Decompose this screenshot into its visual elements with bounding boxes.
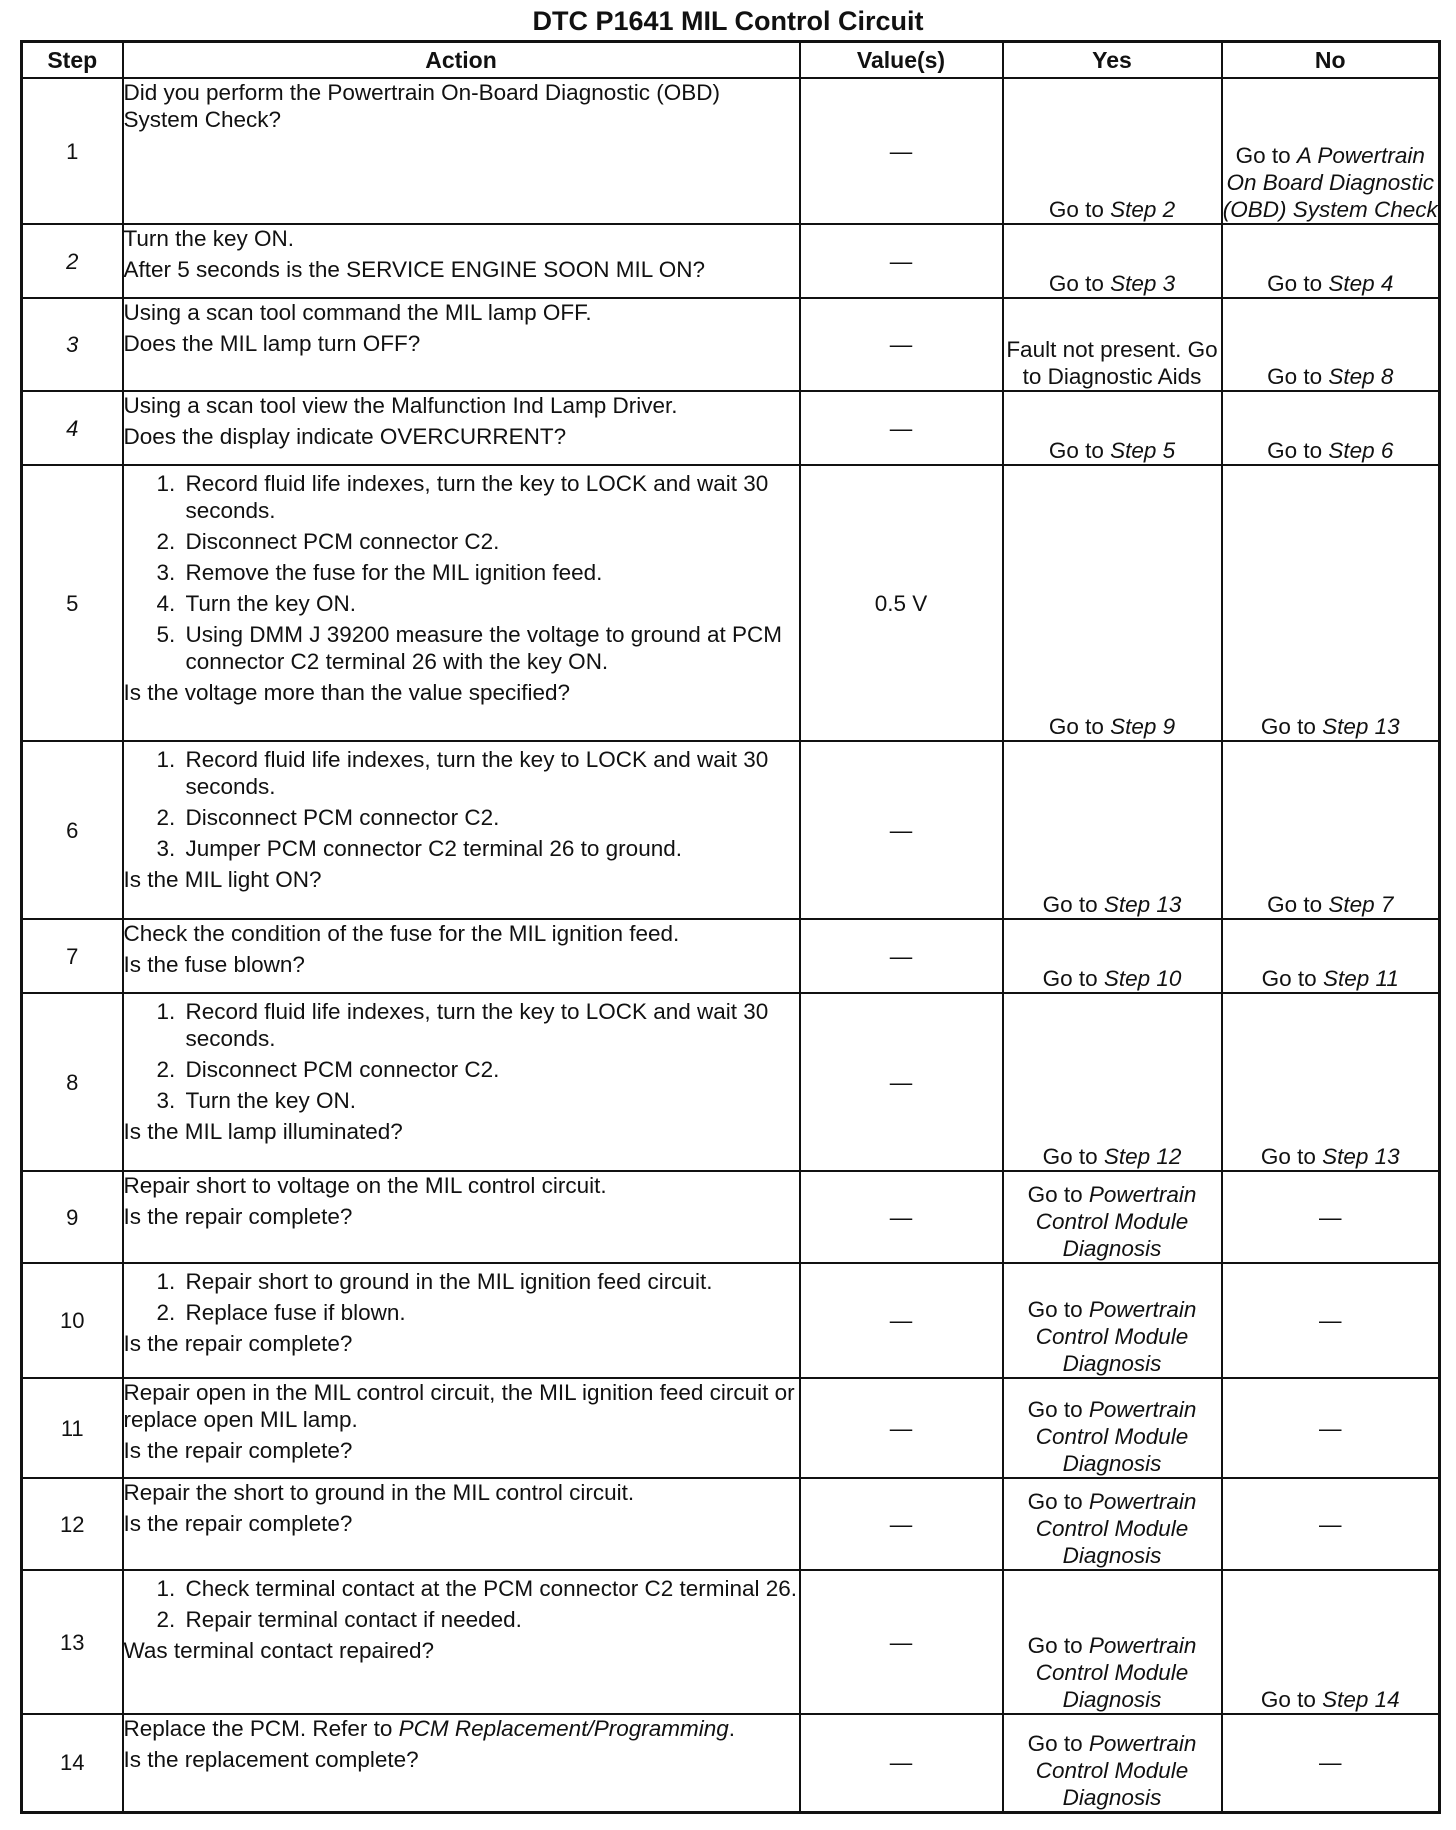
yes-cell: Go to Powertrain Control Module Diagnosis bbox=[1003, 1478, 1222, 1570]
step-number: 1 bbox=[22, 78, 123, 224]
table-row bbox=[22, 465, 1440, 741]
action-text: Turn the key ON. bbox=[123, 226, 294, 251]
action-cell bbox=[123, 1714, 800, 1812]
value-cell: — bbox=[800, 1263, 1003, 1378]
action-text: Replace the PCM. Refer to PCM Replacement/Programming. bbox=[123, 1716, 736, 1741]
action-question: Is the repair complete? bbox=[123, 1511, 353, 1536]
action-text: Using a scan tool command the MIL lamp OFF. bbox=[123, 300, 592, 325]
action-steps-list bbox=[124, 1575, 799, 1633]
action-question: Is the replacement complete? bbox=[123, 1747, 419, 1772]
table-row bbox=[22, 224, 1440, 298]
step-number: 8 bbox=[22, 993, 123, 1171]
action-cell bbox=[123, 741, 800, 919]
no-cell: Go to A Powertrain On Board Diagnostic (OBD) System Check bbox=[1222, 78, 1440, 224]
table-row bbox=[22, 391, 1440, 465]
list-item: 4. Turn the key ON. bbox=[182, 590, 799, 617]
no-cell: — bbox=[1222, 1171, 1440, 1263]
list-item: 3. Jumper PCM connector C2 terminal 26 to ground. bbox=[182, 835, 799, 862]
header-values: Value(s) bbox=[800, 42, 1003, 79]
action-cell bbox=[123, 1263, 800, 1378]
action-cell bbox=[123, 391, 800, 465]
list-item: 2. Disconnect PCM connector C2. bbox=[182, 528, 799, 555]
yes-cell: Go to Powertrain Control Module Diagnosis bbox=[1003, 1714, 1222, 1812]
action-cell bbox=[123, 1171, 800, 1263]
action-cell bbox=[123, 298, 800, 391]
header-step: Step bbox=[22, 42, 123, 79]
step-number: 9 bbox=[22, 1171, 123, 1263]
step-number: 3 bbox=[22, 298, 123, 391]
yes-cell: Go to Step 9 bbox=[1003, 465, 1222, 741]
action-steps-list bbox=[124, 470, 799, 675]
no-cell: Go to Step 7 bbox=[1222, 741, 1440, 919]
action-cell bbox=[123, 1570, 800, 1714]
action-steps-list bbox=[124, 1268, 799, 1326]
action-question: Does the MIL lamp turn OFF? bbox=[123, 331, 421, 356]
table-row bbox=[22, 1478, 1440, 1570]
value-cell: — bbox=[800, 993, 1003, 1171]
action-question: Is the fuse blown? bbox=[123, 952, 305, 977]
action-question: Is the MIL light ON? bbox=[123, 867, 322, 892]
action-text: Did you perform the Powertrain On-Board Diagnostic (OBD) System Check? bbox=[123, 80, 720, 132]
yes-cell: Go to Powertrain Control Module Diagnosis bbox=[1003, 1171, 1222, 1263]
header-yes: Yes bbox=[1003, 42, 1222, 79]
no-cell: — bbox=[1222, 1263, 1440, 1378]
list-item: 2. Repair terminal contact if needed. bbox=[182, 1606, 799, 1633]
action-text: Repair short to voltage on the MIL control circuit. bbox=[123, 1173, 607, 1198]
step-number: 12 bbox=[22, 1478, 123, 1570]
value-cell: — bbox=[800, 1171, 1003, 1263]
table-row bbox=[22, 741, 1440, 919]
list-item: 1. Repair short to ground in the MIL ignition feed circuit. bbox=[182, 1268, 799, 1295]
value-cell: — bbox=[800, 391, 1003, 465]
value-cell: — bbox=[800, 919, 1003, 993]
list-item: 1. Record fluid life indexes, turn the key to LOCK and wait 30 seconds. bbox=[182, 746, 799, 800]
no-cell: — bbox=[1222, 1478, 1440, 1570]
header-no: No bbox=[1222, 42, 1440, 79]
yes-cell: Go to Step 13 bbox=[1003, 741, 1222, 919]
yes-cell: Fault not present. Go to Diagnostic Aids bbox=[1003, 298, 1222, 391]
list-item: 5. Using DMM J 39200 measure the voltage to ground at PCM connector C2 terminal 26 with the key ON. bbox=[182, 621, 799, 675]
value-cell: — bbox=[800, 224, 1003, 298]
value-cell: — bbox=[800, 1478, 1003, 1570]
table-header-row bbox=[22, 42, 1440, 79]
step-number: 6 bbox=[22, 741, 123, 919]
value-cell: 0.5 V bbox=[800, 465, 1003, 741]
yes-cell: Go to Step 2 bbox=[1003, 78, 1222, 224]
action-text: Repair the short to ground in the MIL control circuit. bbox=[123, 1480, 635, 1505]
action-steps-list bbox=[124, 746, 799, 862]
action-question: Is the voltage more than the value specified? bbox=[123, 680, 571, 705]
action-text: Using a scan tool view the Malfunction Ind Lamp Driver. bbox=[123, 393, 678, 418]
action-cell bbox=[123, 78, 800, 224]
table-row bbox=[22, 1378, 1440, 1478]
yes-cell: Go to Powertrain Control Module Diagnosis bbox=[1003, 1263, 1222, 1378]
action-cell bbox=[123, 1478, 800, 1570]
step-number: 14 bbox=[22, 1714, 123, 1812]
page-title: DTC P1641 MIL Control Circuit bbox=[532, 6, 924, 36]
action-steps-list bbox=[124, 998, 799, 1114]
list-item: 2. Disconnect PCM connector C2. bbox=[182, 1056, 799, 1083]
yes-cell: Go to Powertrain Control Module Diagnosis bbox=[1003, 1378, 1222, 1478]
no-cell: Go to Step 6 bbox=[1222, 391, 1440, 465]
action-text: Repair open in the MIL control circuit, the MIL ignition feed circuit or replace open MIL lamp. bbox=[123, 1380, 795, 1432]
list-item: 1. Record fluid life indexes, turn the key to LOCK and wait 30 seconds. bbox=[182, 998, 799, 1052]
table-row bbox=[22, 919, 1440, 993]
yes-cell: Go to Step 10 bbox=[1003, 919, 1222, 993]
list-item: 1. Check terminal contact at the PCM connector C2 terminal 26. bbox=[182, 1575, 799, 1602]
yes-cell: Go to Step 5 bbox=[1003, 391, 1222, 465]
action-question: Was terminal contact repaired? bbox=[123, 1638, 435, 1663]
list-item: 2. Disconnect PCM connector C2. bbox=[182, 804, 799, 831]
action-cell bbox=[123, 224, 800, 298]
action-cell bbox=[123, 919, 800, 993]
no-cell: Go to Step 13 bbox=[1222, 465, 1440, 741]
no-cell: Go to Step 13 bbox=[1222, 993, 1440, 1171]
action-cell bbox=[123, 465, 800, 741]
reference-link-text: PCM Replacement/Programming bbox=[398, 1716, 729, 1741]
no-cell: Go to Step 8 bbox=[1222, 298, 1440, 391]
no-cell: — bbox=[1222, 1714, 1440, 1812]
action-cell bbox=[123, 1378, 800, 1478]
table-row bbox=[22, 1714, 1440, 1812]
table-row bbox=[22, 993, 1440, 1171]
list-item: 1. Record fluid life indexes, turn the key to LOCK and wait 30 seconds. bbox=[182, 470, 799, 524]
value-cell: — bbox=[800, 298, 1003, 391]
value-cell: — bbox=[800, 741, 1003, 919]
step-number: 13 bbox=[22, 1570, 123, 1714]
step-number: 10 bbox=[22, 1263, 123, 1378]
step-number: 2 bbox=[22, 224, 123, 298]
step-number: 11 bbox=[22, 1378, 123, 1478]
table-row bbox=[22, 1263, 1440, 1378]
step-number: 4 bbox=[22, 391, 123, 465]
no-cell: Go to Step 11 bbox=[1222, 919, 1440, 993]
value-cell: — bbox=[800, 1378, 1003, 1478]
header-action: Action bbox=[123, 42, 800, 79]
diagnostic-table bbox=[20, 40, 1441, 1814]
table-row bbox=[22, 1171, 1440, 1263]
table-row bbox=[22, 78, 1440, 224]
step-number: 5 bbox=[22, 465, 123, 741]
no-cell: — bbox=[1222, 1378, 1440, 1478]
value-cell: — bbox=[800, 78, 1003, 224]
action-question: Does the display indicate OVERCURRENT? bbox=[123, 424, 567, 449]
no-cell: Go to Step 14 bbox=[1222, 1570, 1440, 1714]
value-cell: — bbox=[800, 1714, 1003, 1812]
action-question: Is the MIL lamp illuminated? bbox=[123, 1119, 403, 1144]
action-question: After 5 seconds is the SERVICE ENGINE SOON MIL ON? bbox=[123, 257, 705, 282]
action-question: Is the repair complete? bbox=[123, 1331, 353, 1356]
table-row bbox=[22, 1570, 1440, 1714]
action-question: Is the repair complete? bbox=[123, 1438, 353, 1463]
value-cell: — bbox=[800, 1570, 1003, 1714]
list-item: 3. Remove the fuse for the MIL ignition feed. bbox=[182, 559, 799, 586]
list-item: 2. Replace fuse if blown. bbox=[182, 1299, 799, 1326]
list-item: 3. Turn the key ON. bbox=[182, 1087, 799, 1114]
yes-cell: Go to Step 3 bbox=[1003, 224, 1222, 298]
yes-cell: Go to Powertrain Control Module Diagnosis bbox=[1003, 1570, 1222, 1714]
no-cell: Go to Step 4 bbox=[1222, 224, 1440, 298]
table-row bbox=[22, 298, 1440, 391]
action-question: Is the repair complete? bbox=[123, 1204, 353, 1229]
step-number: 7 bbox=[22, 919, 123, 993]
yes-cell: Go to Step 12 bbox=[1003, 993, 1222, 1171]
action-cell bbox=[123, 993, 800, 1171]
action-text: Check the condition of the fuse for the MIL ignition feed. bbox=[123, 921, 680, 946]
